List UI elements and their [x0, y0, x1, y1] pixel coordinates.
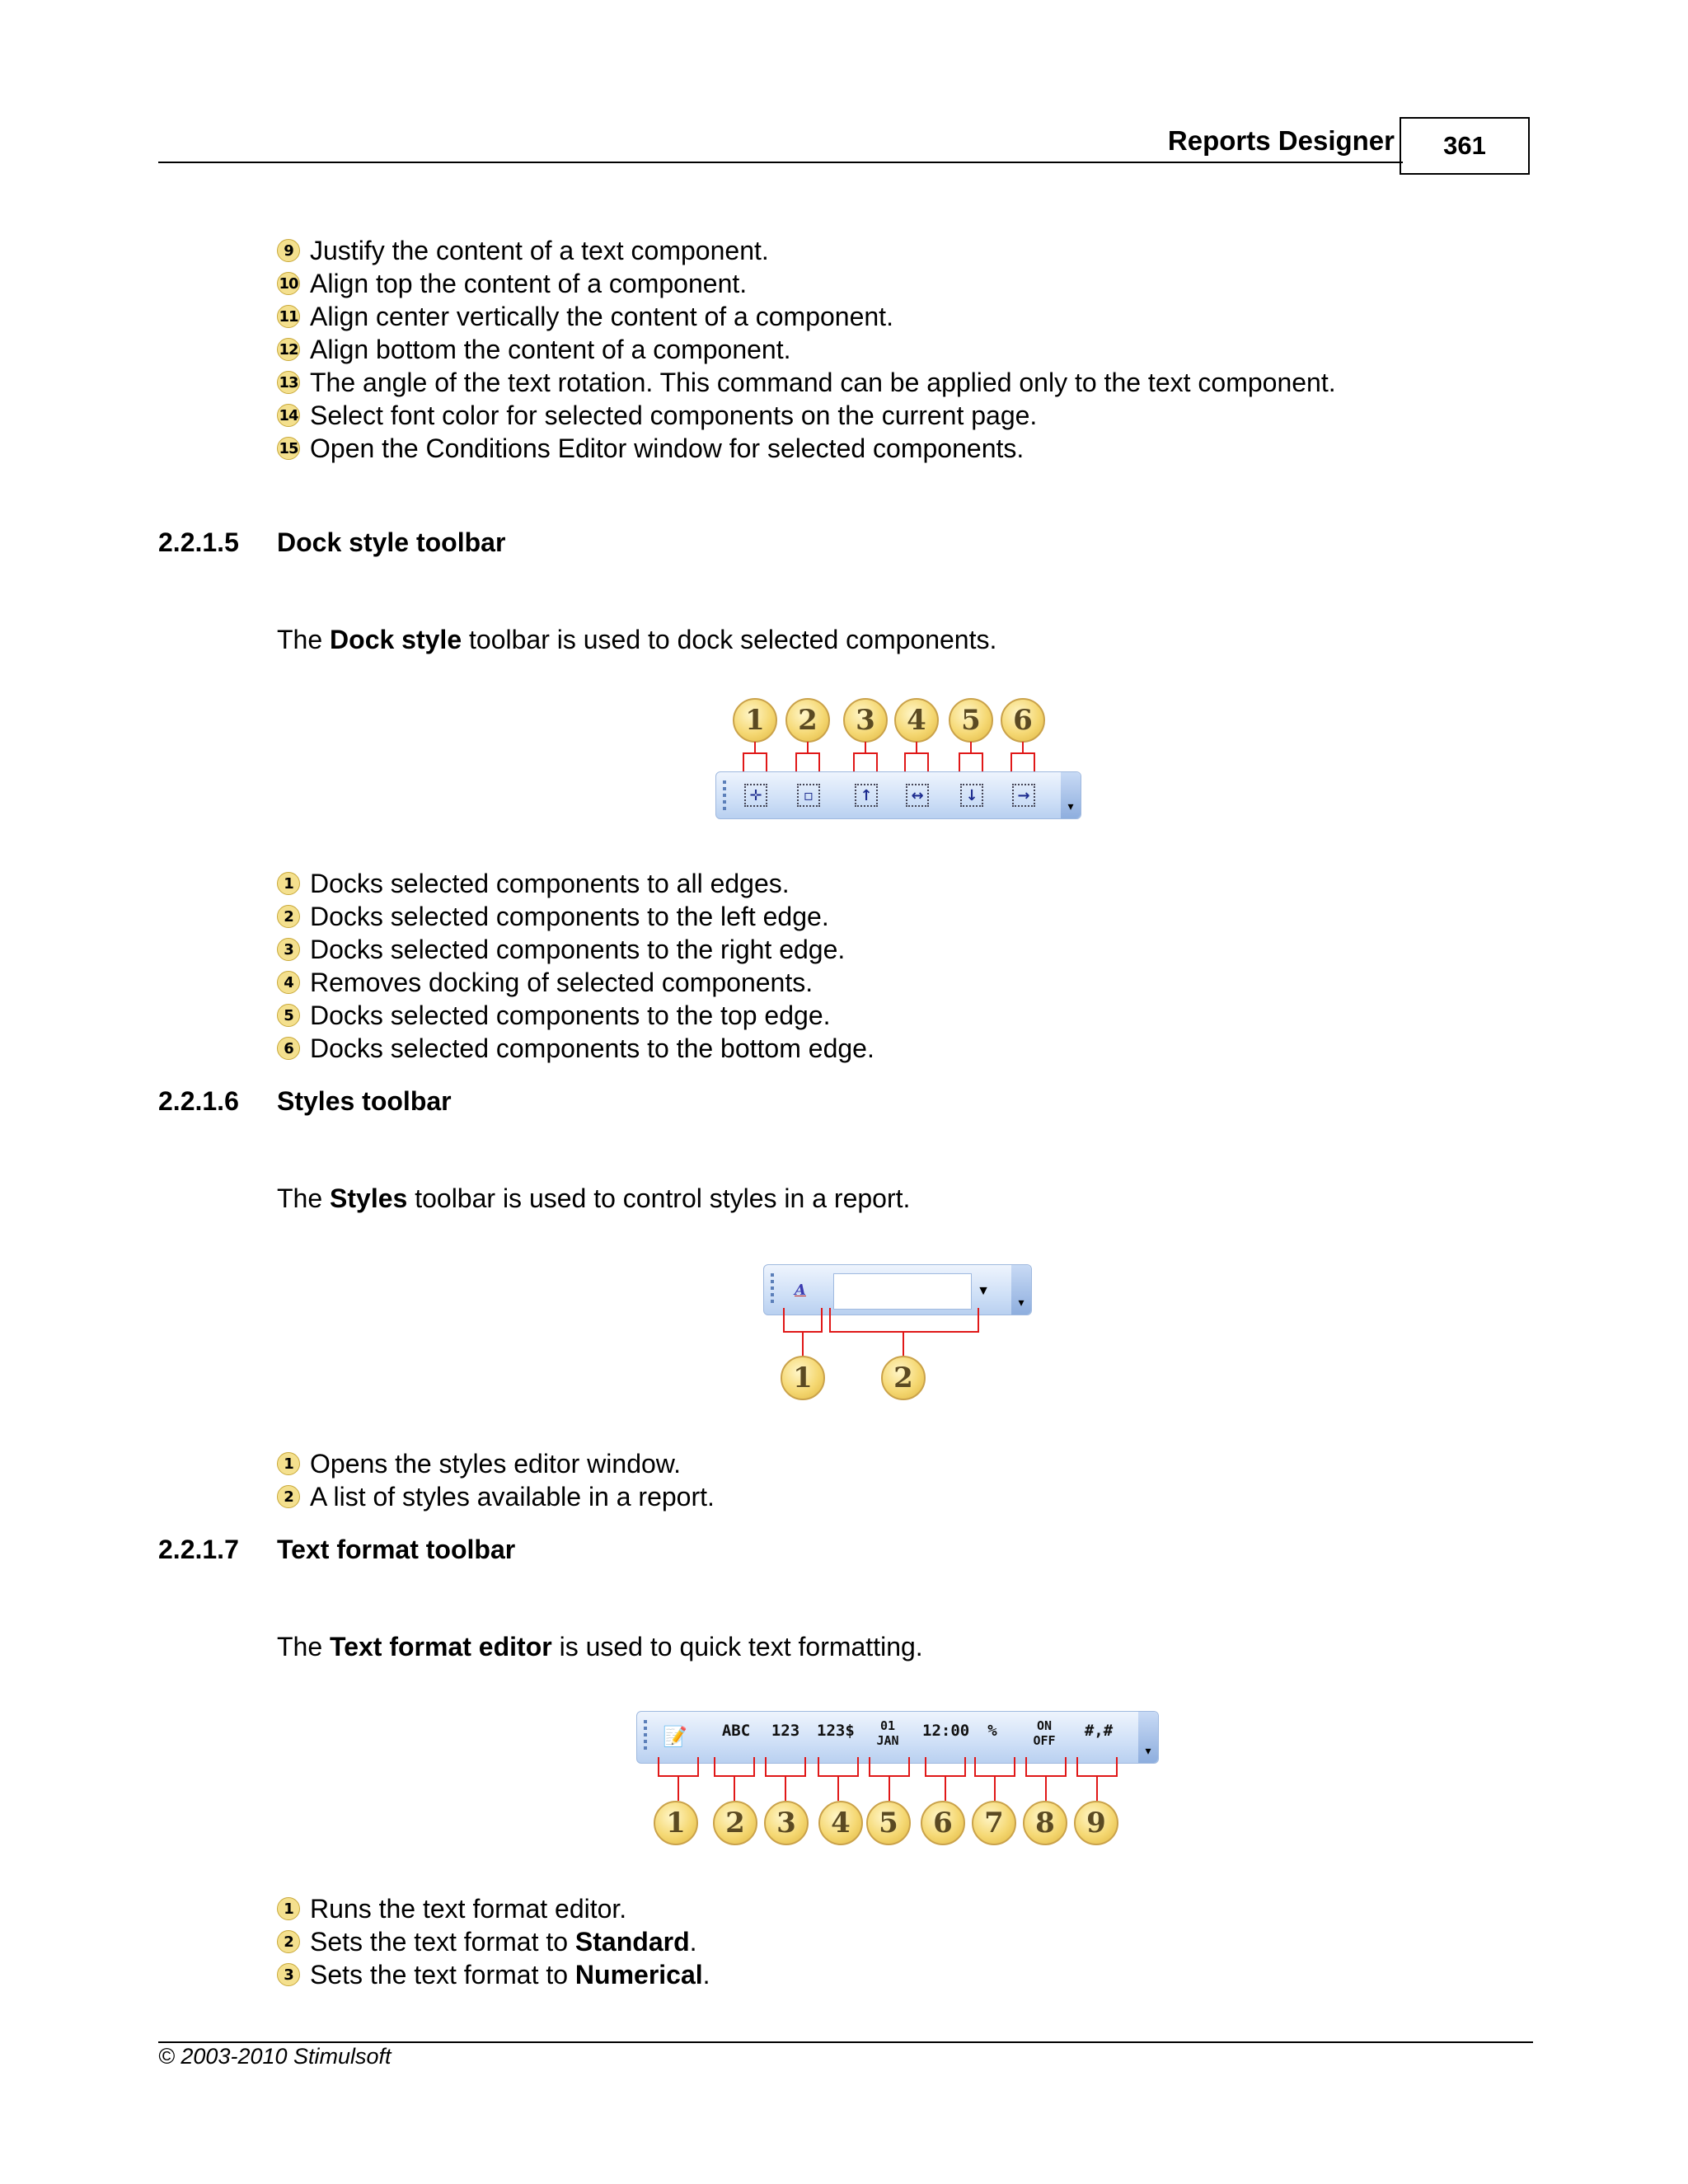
- list-item: [277, 1480, 715, 1513]
- list-item: [277, 867, 790, 900]
- list-item: [277, 933, 845, 966]
- list-item-text: Sets the text format to Standard.: [310, 1926, 697, 1957]
- leader-line: [802, 1332, 804, 1357]
- callout-2: 2: [785, 698, 830, 743]
- para-text: is used to quick text formatting.: [551, 1632, 923, 1661]
- callout-4: 4: [818, 1801, 863, 1845]
- leader-line: [754, 742, 756, 753]
- leader-line: [734, 1776, 735, 1801]
- number-badge: 1: [277, 1897, 300, 1920]
- text-format-toolbar: [636, 1711, 1159, 1764]
- para-text: The: [277, 1632, 331, 1661]
- list-item-text: Select font color for selected components on the current page.: [310, 400, 1038, 430]
- section-title: Dock style toolbar: [277, 527, 506, 557]
- list-item: [277, 1892, 626, 1925]
- list-item-text: Docks selected components to the right edge.: [310, 934, 846, 964]
- callout-8: 8: [1023, 1801, 1067, 1845]
- list-item: [277, 234, 769, 267]
- list-item: [277, 432, 1024, 465]
- dock-style-toolbar: [715, 771, 1081, 819]
- para-bold: Dock style: [330, 625, 462, 654]
- bracket: [714, 1757, 755, 1777]
- list-item-text: Docks selected components to the bottom edge.: [310, 1033, 874, 1063]
- number-badge: 4: [277, 971, 300, 994]
- number-badge: 1: [277, 872, 300, 895]
- leader-line: [889, 1776, 890, 1801]
- dock-right-icon[interactable]: ↑: [855, 784, 878, 807]
- format-standard-button[interactable]: ABC: [721, 1722, 751, 1740]
- format-date-button[interactable]: 01 JAN: [876, 1718, 899, 1748]
- bracket: [974, 1757, 1015, 1777]
- list-item-text: The angle of the text rotation. This command can be applied only to the text component.: [310, 367, 1336, 397]
- leader-line: [1022, 742, 1024, 753]
- dock-bottom-icon[interactable]: →: [1012, 784, 1035, 807]
- toolbar-grip[interactable]: [771, 1273, 774, 1303]
- callout-1: 1: [781, 1356, 825, 1400]
- leader-line: [903, 1332, 904, 1357]
- callout-1: 1: [733, 698, 777, 743]
- list-item: [277, 1958, 710, 1991]
- bracket: [869, 1757, 910, 1777]
- bracket: [1025, 1757, 1067, 1777]
- leader-line: [1045, 1776, 1047, 1801]
- list-item: [277, 399, 1037, 432]
- list-item-text: A list of styles available in a report.: [310, 1481, 715, 1511]
- section-number: 2.2.1.5: [158, 527, 239, 557]
- callout-3: 3: [843, 698, 888, 743]
- list-item-text: Docks selected components to the left edge.: [310, 901, 829, 931]
- para-text: The: [277, 625, 331, 654]
- header-rule: [158, 162, 1403, 163]
- section-paragraph: [277, 625, 996, 655]
- format-boolean-button[interactable]: ON OFF: [1033, 1718, 1056, 1748]
- format-custom-button[interactable]: #,#: [1084, 1722, 1114, 1740]
- leader-line: [970, 742, 972, 753]
- list-item: [277, 366, 1336, 399]
- callout-7: 7: [972, 1801, 1016, 1845]
- section-paragraph: [277, 1632, 923, 1662]
- section-title: Styles toolbar: [277, 1086, 452, 1116]
- leader-line: [865, 742, 866, 753]
- callout-1: 1: [654, 1801, 698, 1845]
- list-item-text: Align top the content of a component.: [310, 268, 748, 298]
- format-numerical-button[interactable]: 123: [771, 1722, 800, 1740]
- list-item: [277, 1925, 697, 1958]
- section-paragraph: [277, 1183, 910, 1214]
- number-badge: 10: [277, 272, 300, 295]
- bracket: [783, 1308, 823, 1333]
- chevron-down-icon[interactable]: ▼: [977, 1284, 990, 1298]
- section-heading: [158, 1086, 452, 1117]
- leader-line: [807, 742, 809, 753]
- number-badge: 1: [277, 1452, 300, 1475]
- format-percentage-button[interactable]: %: [987, 1722, 997, 1740]
- list-item: [277, 300, 893, 333]
- list-item-text: Docks selected components to all edges.: [310, 868, 790, 898]
- section-heading: [158, 1535, 515, 1565]
- leader-line: [785, 1776, 786, 1801]
- toolbar-overflow-icon[interactable]: ▾: [1138, 1712, 1158, 1763]
- number-badge: 13: [277, 371, 300, 394]
- list-item-text: Docks selected components to the top edge.: [310, 1000, 831, 1030]
- list-item: [277, 1447, 681, 1480]
- number-badge: 2: [277, 1485, 300, 1508]
- style-designer-icon[interactable]: A: [795, 1281, 806, 1299]
- leader-line: [945, 1776, 946, 1801]
- number-badge: 3: [277, 938, 300, 961]
- number-badge: 6: [277, 1037, 300, 1060]
- list-item: [277, 999, 831, 1032]
- leader-line: [1096, 1776, 1098, 1801]
- styles-combobox[interactable]: [833, 1273, 972, 1310]
- toolbar-overflow-icon[interactable]: ▾: [1011, 1265, 1031, 1315]
- number-badge: 5: [277, 1004, 300, 1027]
- dock-none-icon[interactable]: ↔: [906, 784, 929, 807]
- footer-rule: [158, 2041, 1533, 2043]
- page-number: 361: [1400, 117, 1530, 175]
- number-badge: 2: [277, 1930, 300, 1953]
- format-currency-button[interactable]: 123$: [817, 1722, 855, 1740]
- list-item: [277, 267, 747, 300]
- list-item-text: Runs the text format editor.: [310, 1893, 627, 1924]
- number-badge: 2: [277, 905, 300, 928]
- number-badge: 12: [277, 338, 300, 361]
- dock-left-icon[interactable]: ▫: [797, 784, 820, 807]
- section-number: 2.2.1.6: [158, 1086, 239, 1116]
- para-text: toolbar is used to control styles in a report.: [407, 1183, 911, 1213]
- list-item: [277, 966, 813, 999]
- callout-9: 9: [1074, 1801, 1118, 1845]
- number-badge: 11: [277, 305, 300, 328]
- leader-line: [837, 1776, 839, 1801]
- list-item-text: Align bottom the content of a component.: [310, 334, 791, 364]
- section-heading: [158, 527, 505, 558]
- leader-line: [678, 1776, 679, 1801]
- list-item-text: Align center vertically the content of a component.: [310, 301, 893, 331]
- para-bold: Text format editor: [330, 1632, 552, 1661]
- number-badge: 3: [277, 1963, 300, 1986]
- callout-5: 5: [949, 698, 993, 743]
- toolbar-grip[interactable]: [644, 1720, 647, 1750]
- bracket: [818, 1757, 859, 1777]
- callout-2: 2: [713, 1801, 757, 1845]
- callout-5: 5: [866, 1801, 911, 1845]
- bracket: [925, 1757, 966, 1777]
- list-item: [277, 900, 829, 933]
- para-text: toolbar is used to dock selected components.: [462, 625, 997, 654]
- dock-top-icon[interactable]: ↓: [960, 784, 983, 807]
- para-text: The: [277, 1183, 331, 1213]
- bracket: [765, 1757, 806, 1777]
- list-item-text: Justify the content of a text component.: [310, 235, 769, 265]
- toolbar-grip[interactable]: [723, 780, 726, 810]
- footer-copyright: © 2003-2010 Stimulsoft: [158, 2044, 392, 2069]
- list-item-text: Open the Conditions Editor window for selected components.: [310, 433, 1025, 463]
- bracket: [1076, 1757, 1118, 1777]
- leader-line: [994, 1776, 996, 1801]
- bracket: [829, 1308, 979, 1333]
- section-number: 2.2.1.7: [158, 1535, 239, 1564]
- list-item-text: Removes docking of selected components.: [310, 967, 814, 997]
- list-item-text: Opens the styles editor window.: [310, 1448, 682, 1479]
- number-badge: 9: [277, 239, 300, 262]
- callout-4: 4: [894, 698, 939, 743]
- format-time-button[interactable]: 12:00: [922, 1722, 970, 1740]
- list-item: [277, 1032, 874, 1065]
- toolbar-overflow-icon[interactable]: ▾: [1061, 772, 1081, 818]
- number-badge: 15: [277, 437, 300, 460]
- running-header-title: Reports Designer: [1167, 125, 1395, 156]
- callout-2: 2: [881, 1356, 926, 1400]
- callout-3: 3: [764, 1801, 809, 1845]
- number-badge: 14: [277, 404, 300, 427]
- callout-6: 6: [1001, 698, 1045, 743]
- bracket: [658, 1757, 699, 1777]
- section-title: Text format toolbar: [277, 1535, 516, 1564]
- list-item-text: Sets the text format to Numerical.: [310, 1959, 710, 1990]
- list-item: [277, 333, 790, 366]
- leader-line: [916, 742, 917, 753]
- para-bold: Styles: [330, 1183, 408, 1213]
- callout-6: 6: [921, 1801, 965, 1845]
- dock-fill-icon[interactable]: ✛: [744, 784, 767, 807]
- text-format-editor-icon[interactable]: 📝: [663, 1725, 687, 1748]
